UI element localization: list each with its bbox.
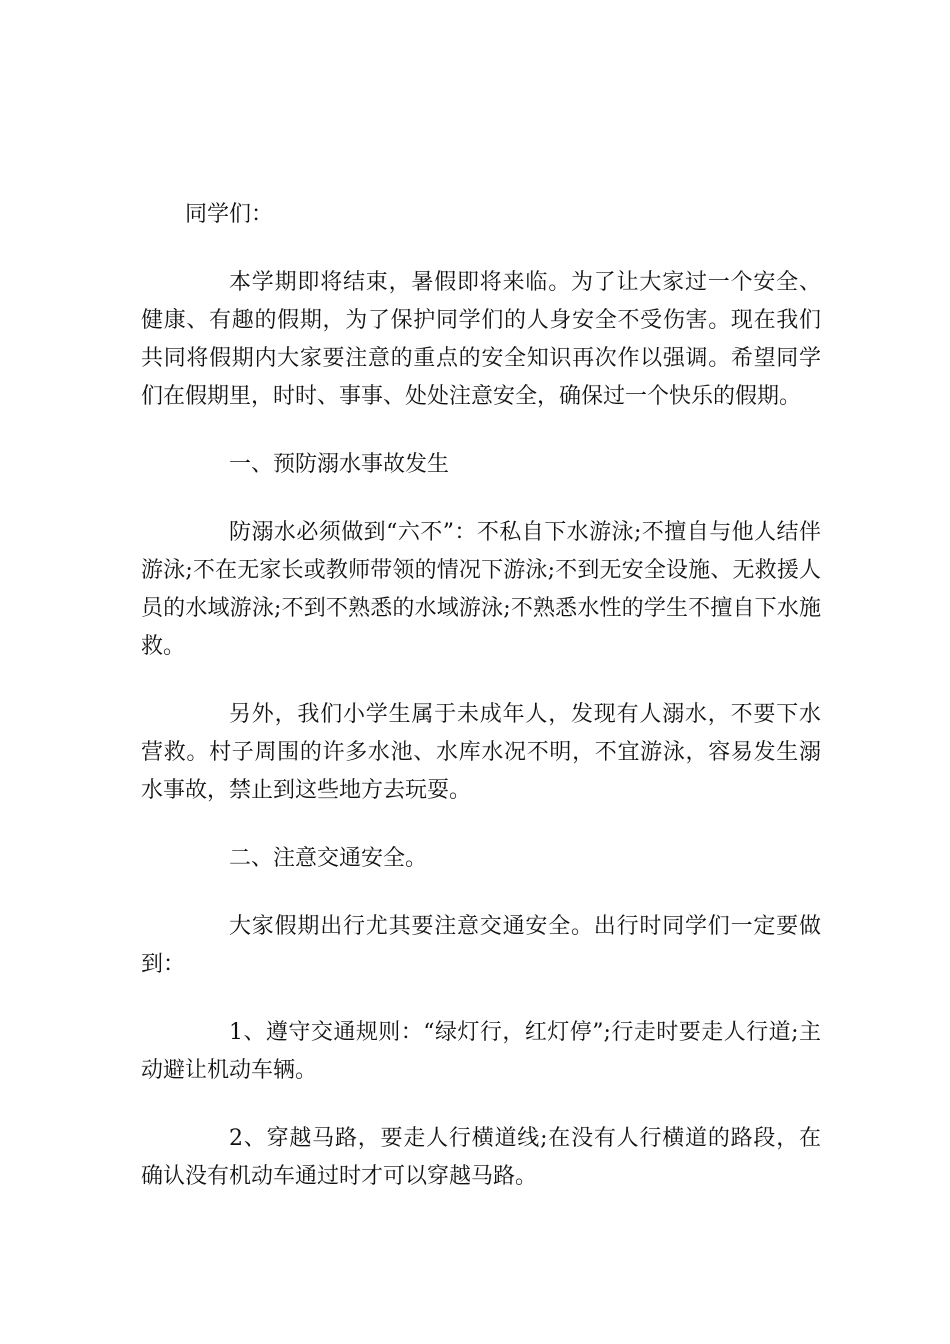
salutation: 同学们： [185,202,274,227]
paragraph-six-nots: 防溺水必须做到“六不”：不私自下水游泳;不擅自与他人结伴游泳;不在无家长或教师带领的情况下游泳;不到无安全设施、无救援人员的水域游泳;不到不熟悉的水域游泳;不熟悉水性的学生不擅自下水施救。 [141,520,821,659]
section-heading-traffic: 二、注意交通安全。 [229,846,428,871]
section-heading-drowning: 一、预防溺水事故发生 [229,452,450,477]
paragraph-drowning-warning: 另外，我们小学生属于未成年人，发现有人溺水，不要下水营救。村子周围的许多水池、水库水况不明，不宜游泳，容易发生溺水事故，禁止到这些地方去玩耍。 [141,702,821,803]
paragraph-intro: 本学期即将结束，暑假即将来临。为了让大家过一个安全、健康、有趣的假期，为了保护同学们的人身安全不受伤害。现在我们共同将假期内大家要注意的重点的安全知识再次作以强调。希望同学们在假期里，时时、事事、处处注意安全，确保过一个快乐的假期。 [141,270,821,409]
list-item-traffic-rules: 1、遵守交通规则：“绿灯行，红灯停”;行走时要走人行道;主动避让机动车辆。 [141,1020,821,1083]
document-body [141,196,821,1226]
list-item-crossing-road: 2、穿越马路，要走人行横道线;在没有人行横道的路段，在确认没有机动车通过时才可以穿越马路。 [141,1126,821,1189]
paragraph-traffic-intro: 大家假期出行尤其要注意交通安全。出行时同学们一定要做到： [141,914,821,977]
